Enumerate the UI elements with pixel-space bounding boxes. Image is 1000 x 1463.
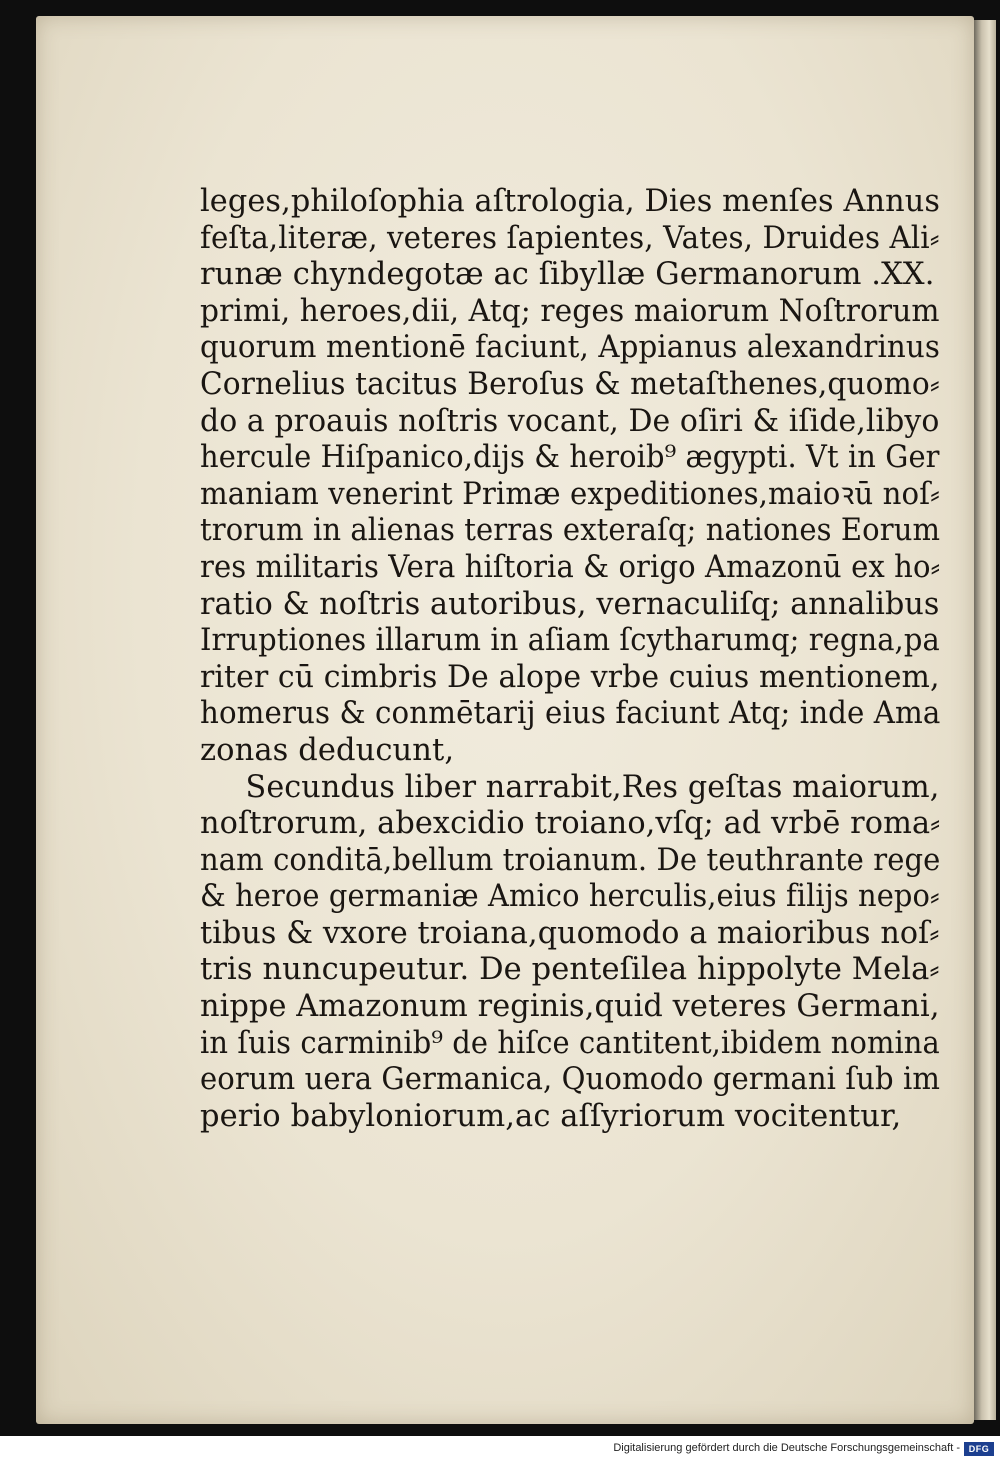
body-text (200, 184, 940, 1135)
text-line: runæ chyndegotæ ac ſibyllæ Germanorum .XX. (200, 257, 935, 293)
text-line: feſta,literæ, veteres ſapientes, Vates, Druides Ali⸗ (200, 220, 940, 256)
text-line: res militaris Vera hiſtoria & origo Amazonū ex ho⸗ (200, 549, 941, 585)
text-line: zonas deducunt, (200, 732, 455, 768)
text-line: trorum in alienas terras exteraſq; nationes Eorum (200, 513, 941, 549)
text-line: homerus & conmētarij eius faciunt Atq; inde Ama (200, 696, 941, 732)
text-line: perio babyloniorum,ac aſſyriorum vocitentur, (200, 1098, 902, 1134)
text-line: nippe Amazonum reginis,quid veteres Germani, (200, 989, 940, 1025)
text-line: riter cū cimbris De alope vrbe cuius mentionem, (200, 659, 940, 695)
text-line: ratio & noſtris autoribus, vernaculiſq; annalibus (200, 586, 940, 622)
text-line: Cornelius tacitus Beroſus & metaſthenes,quomo⸗ (200, 366, 940, 402)
text-line: primi, heroes,dii, Atq; reges maiorum Noſtrorum (200, 293, 940, 329)
digitization-footer (0, 1436, 1000, 1463)
paragraph-start-line: Secundus liber narrabit,Res geſtas maiorum, (245, 769, 940, 805)
text-line: tibus & vxore troiana,quomodo a maioribus noſ⸗ (200, 915, 940, 951)
text-line: tris nuncupeutur. De penteſilea hippolyte Mela⸗ (200, 952, 940, 988)
funding-credit: Digitalisierung gefördert durch die Deutsche Forschungsgemeinschaft - (613, 1442, 960, 1454)
text-line: nam conditā,bellum troianum. De teuthrante rege (200, 842, 941, 878)
page-edge (974, 20, 996, 1420)
text-line: noſtrorum, abexcidio troiano,vſq; ad vrbē roma⸗ (200, 806, 941, 842)
text-line: in ſuis carminib⁹ de hiſce cantitent,ibidem nomina (200, 1025, 940, 1061)
text-line: maniam venerint Primæ expeditiones,maioꝛū noſ⸗ (200, 476, 940, 512)
dfg-logo: DFG (964, 1442, 994, 1456)
text-line: do a proauis noſtris vocant, De oſiri & iſide,libyo (200, 403, 940, 439)
text-line: eorum uera Germanica, Quomodo germani ſub im (200, 1062, 941, 1098)
text-line: leges,philoſophia aſtrologia, Dies menſes Annus (200, 184, 941, 219)
text-line: Irruptiones illarum in aſiam ſcytharumq; regna,pa (200, 623, 940, 659)
text-line: & heroe germaniæ Amico herculis,eius filijs nepo⸗ (200, 879, 940, 915)
text-line: quorum mentionē faciunt, Appianus alexandrinus (200, 330, 941, 366)
text-line: hercule Hiſpanico,dijs & heroib⁹ ægypti. Vt in Ger (200, 440, 940, 476)
